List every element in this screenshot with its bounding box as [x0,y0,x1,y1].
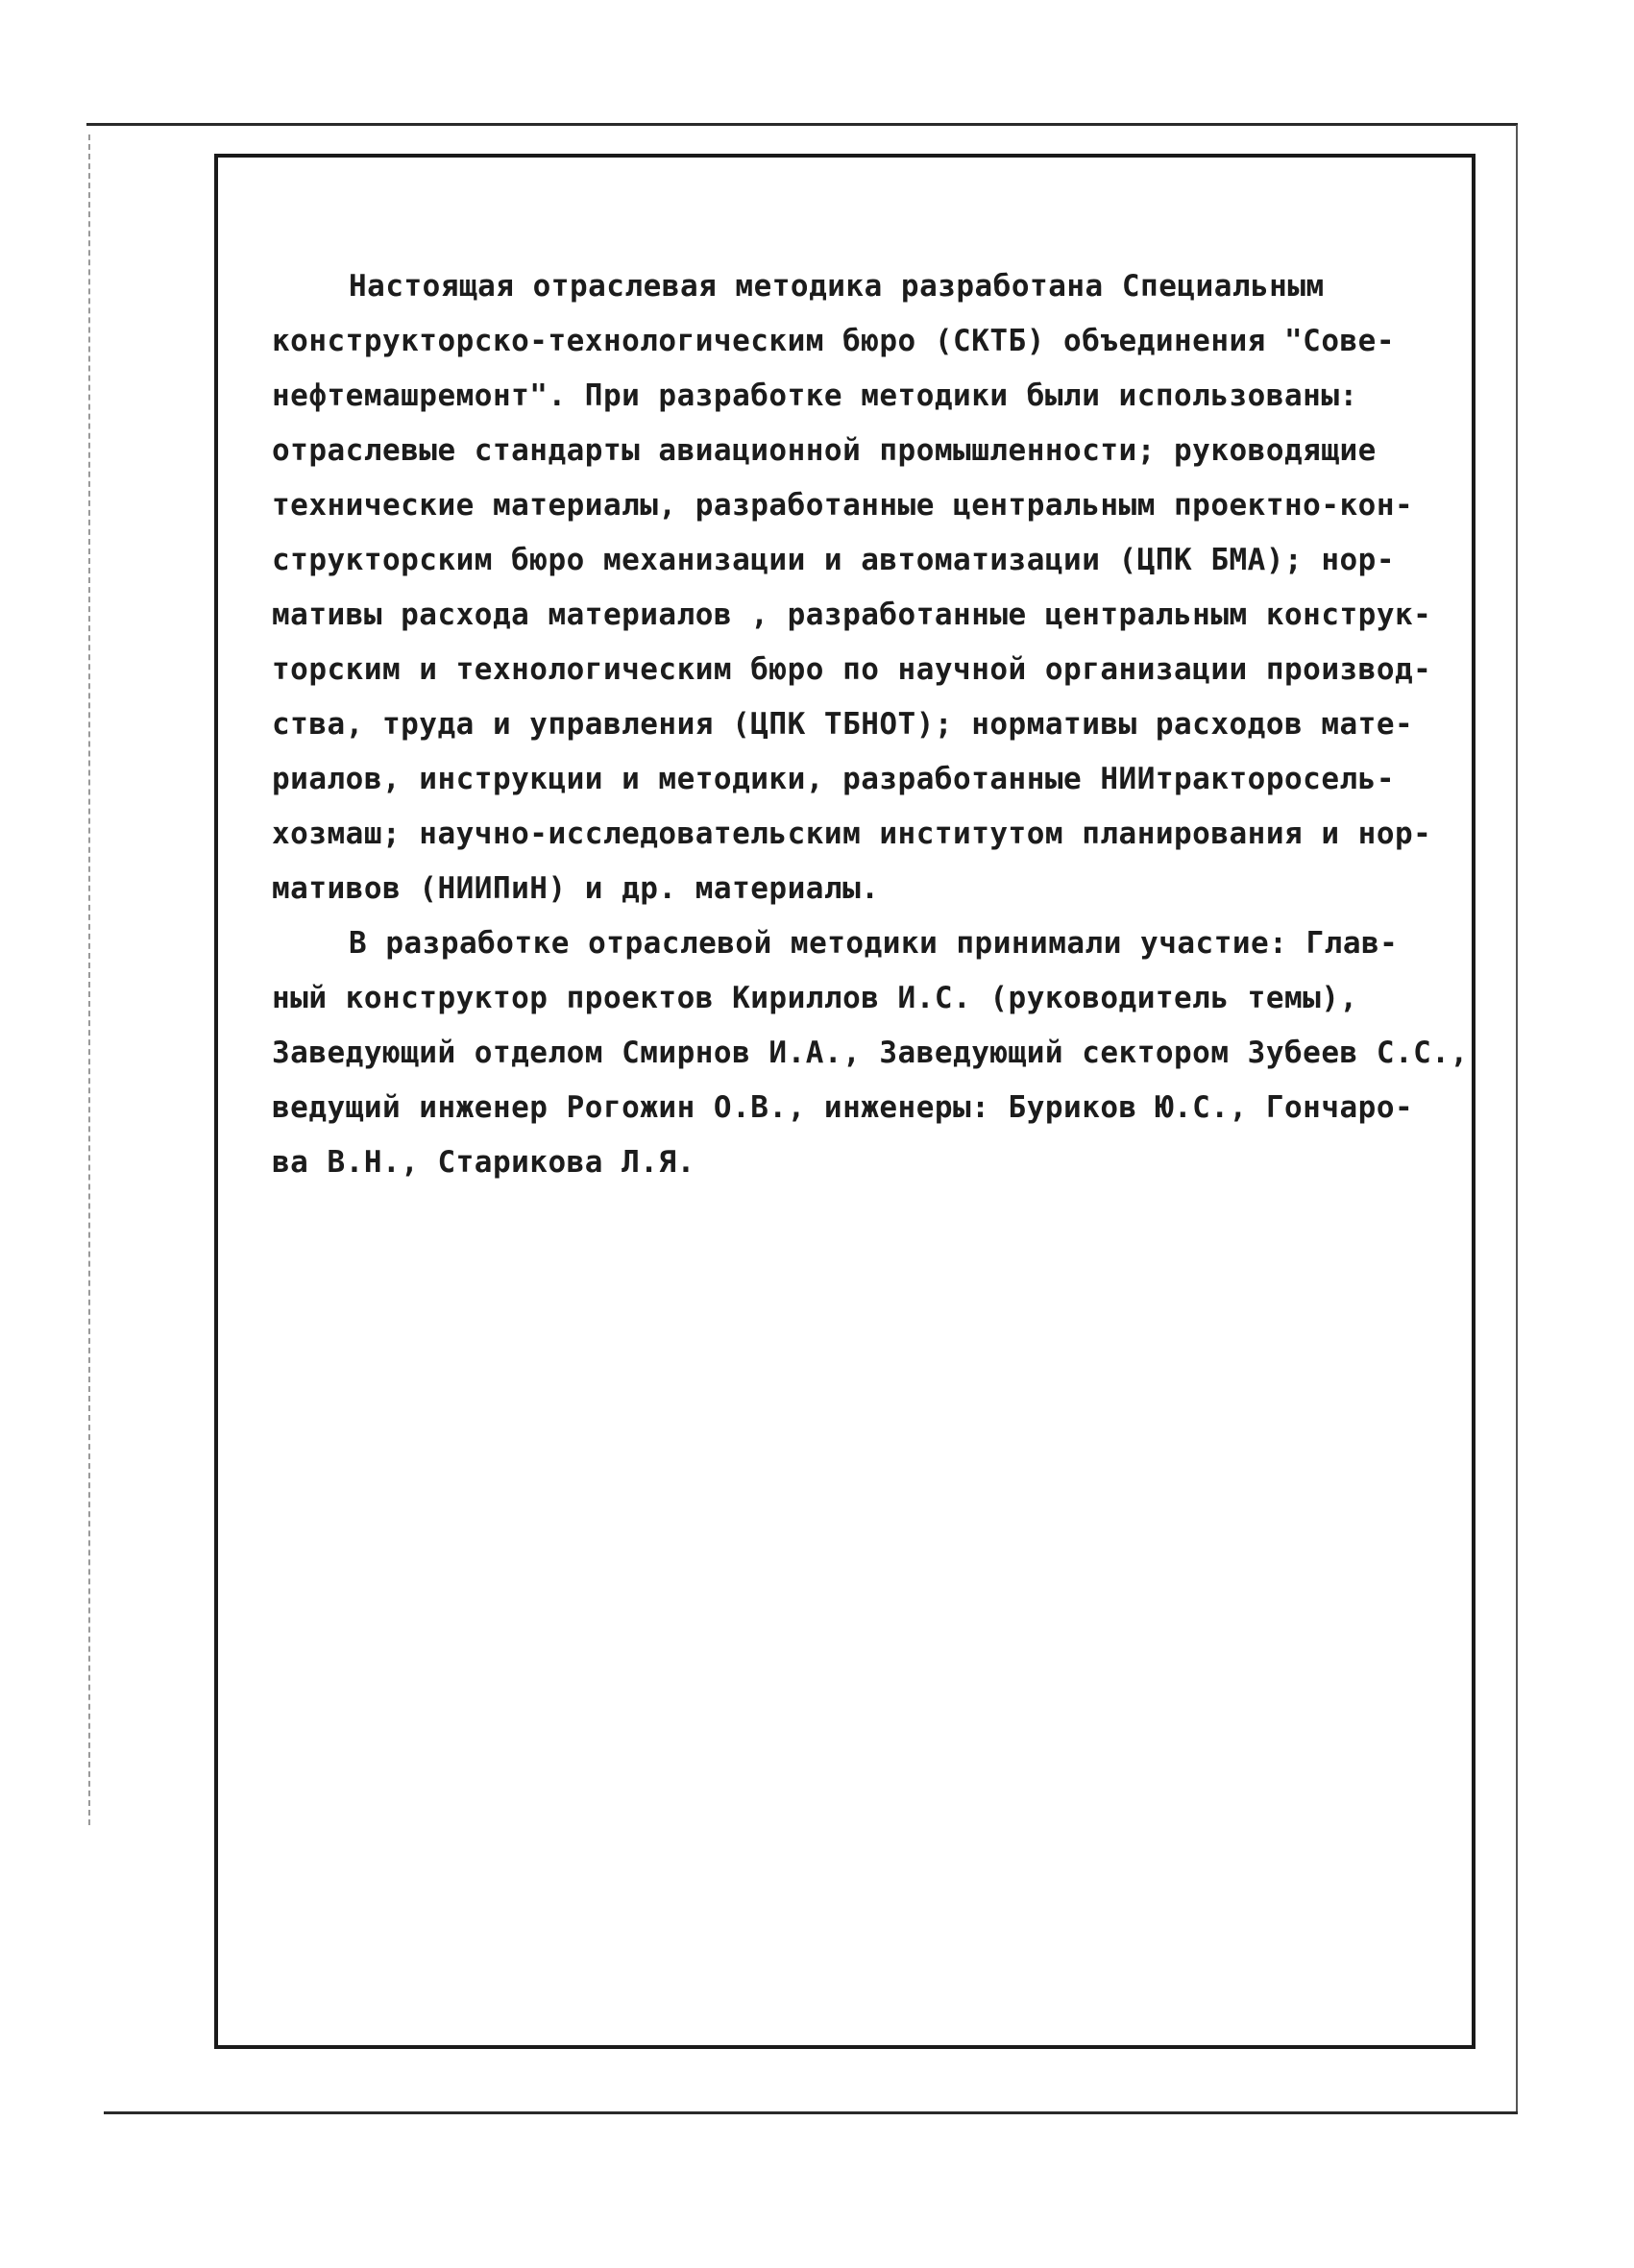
sheet-left-edge [88,134,90,1825]
text-line: нефтемашремонт". При разработке методики были использованы: [272,378,1358,413]
text-line: структорским бюро механизации и автоматизации (ЦПК БМА); нор- [272,543,1395,577]
sheet-top-edge [86,123,1518,126]
sheet-bottom-edge [104,2111,1518,2114]
document-body [272,259,1469,1190]
text-line: технические материалы, разработанные центральным проектно-кон- [272,488,1414,523]
text-line: мативов (НИИПиН) и др. материалы. [272,871,880,906]
text-line: В разработке отраслевой методики принимали участие: Глав- [349,926,1399,961]
text-line: мативы расхода материалов , разработанные центральным конструк- [272,597,1432,632]
text-line: Заведующий отделом Смирнов И.А., Заведующий сектором Зубеев С.С., [272,1036,1469,1070]
text-line: хозмаш; научно-исследовательским институтом планирования и нор- [272,817,1432,851]
text-line: ведущий инженер Рогожин О.В., инженеры: Буриков Ю.С., Гончаро- [272,1090,1414,1125]
sheet-right-edge [1516,125,1518,2113]
paragraph-participants [272,916,1469,1190]
text-line: ства, труда и управления (ЦПК ТБНОТ); нормативы расходов мате- [272,707,1414,742]
paragraph-developers [272,259,1453,916]
text-line: Настоящая отраслевая методика разработана Специальным [349,269,1325,304]
text-line: ва В.Н., Старикова Л.Я. [272,1145,695,1180]
text-line: конструкторско-технологическим бюро (СКТБ) объединения "Сове- [272,324,1395,358]
text-line: торским и технологическим бюро по научной организации производ- [272,652,1432,687]
text-line: отраслевые стандарты авиационной промышленности; руководящие [272,433,1377,468]
text-line: ный конструктор проектов Кириллов И.С. (руководитель темы), [272,981,1358,1015]
text-line: риалов, инструкции и методики, разработанные НИИтракторосель- [272,762,1395,796]
